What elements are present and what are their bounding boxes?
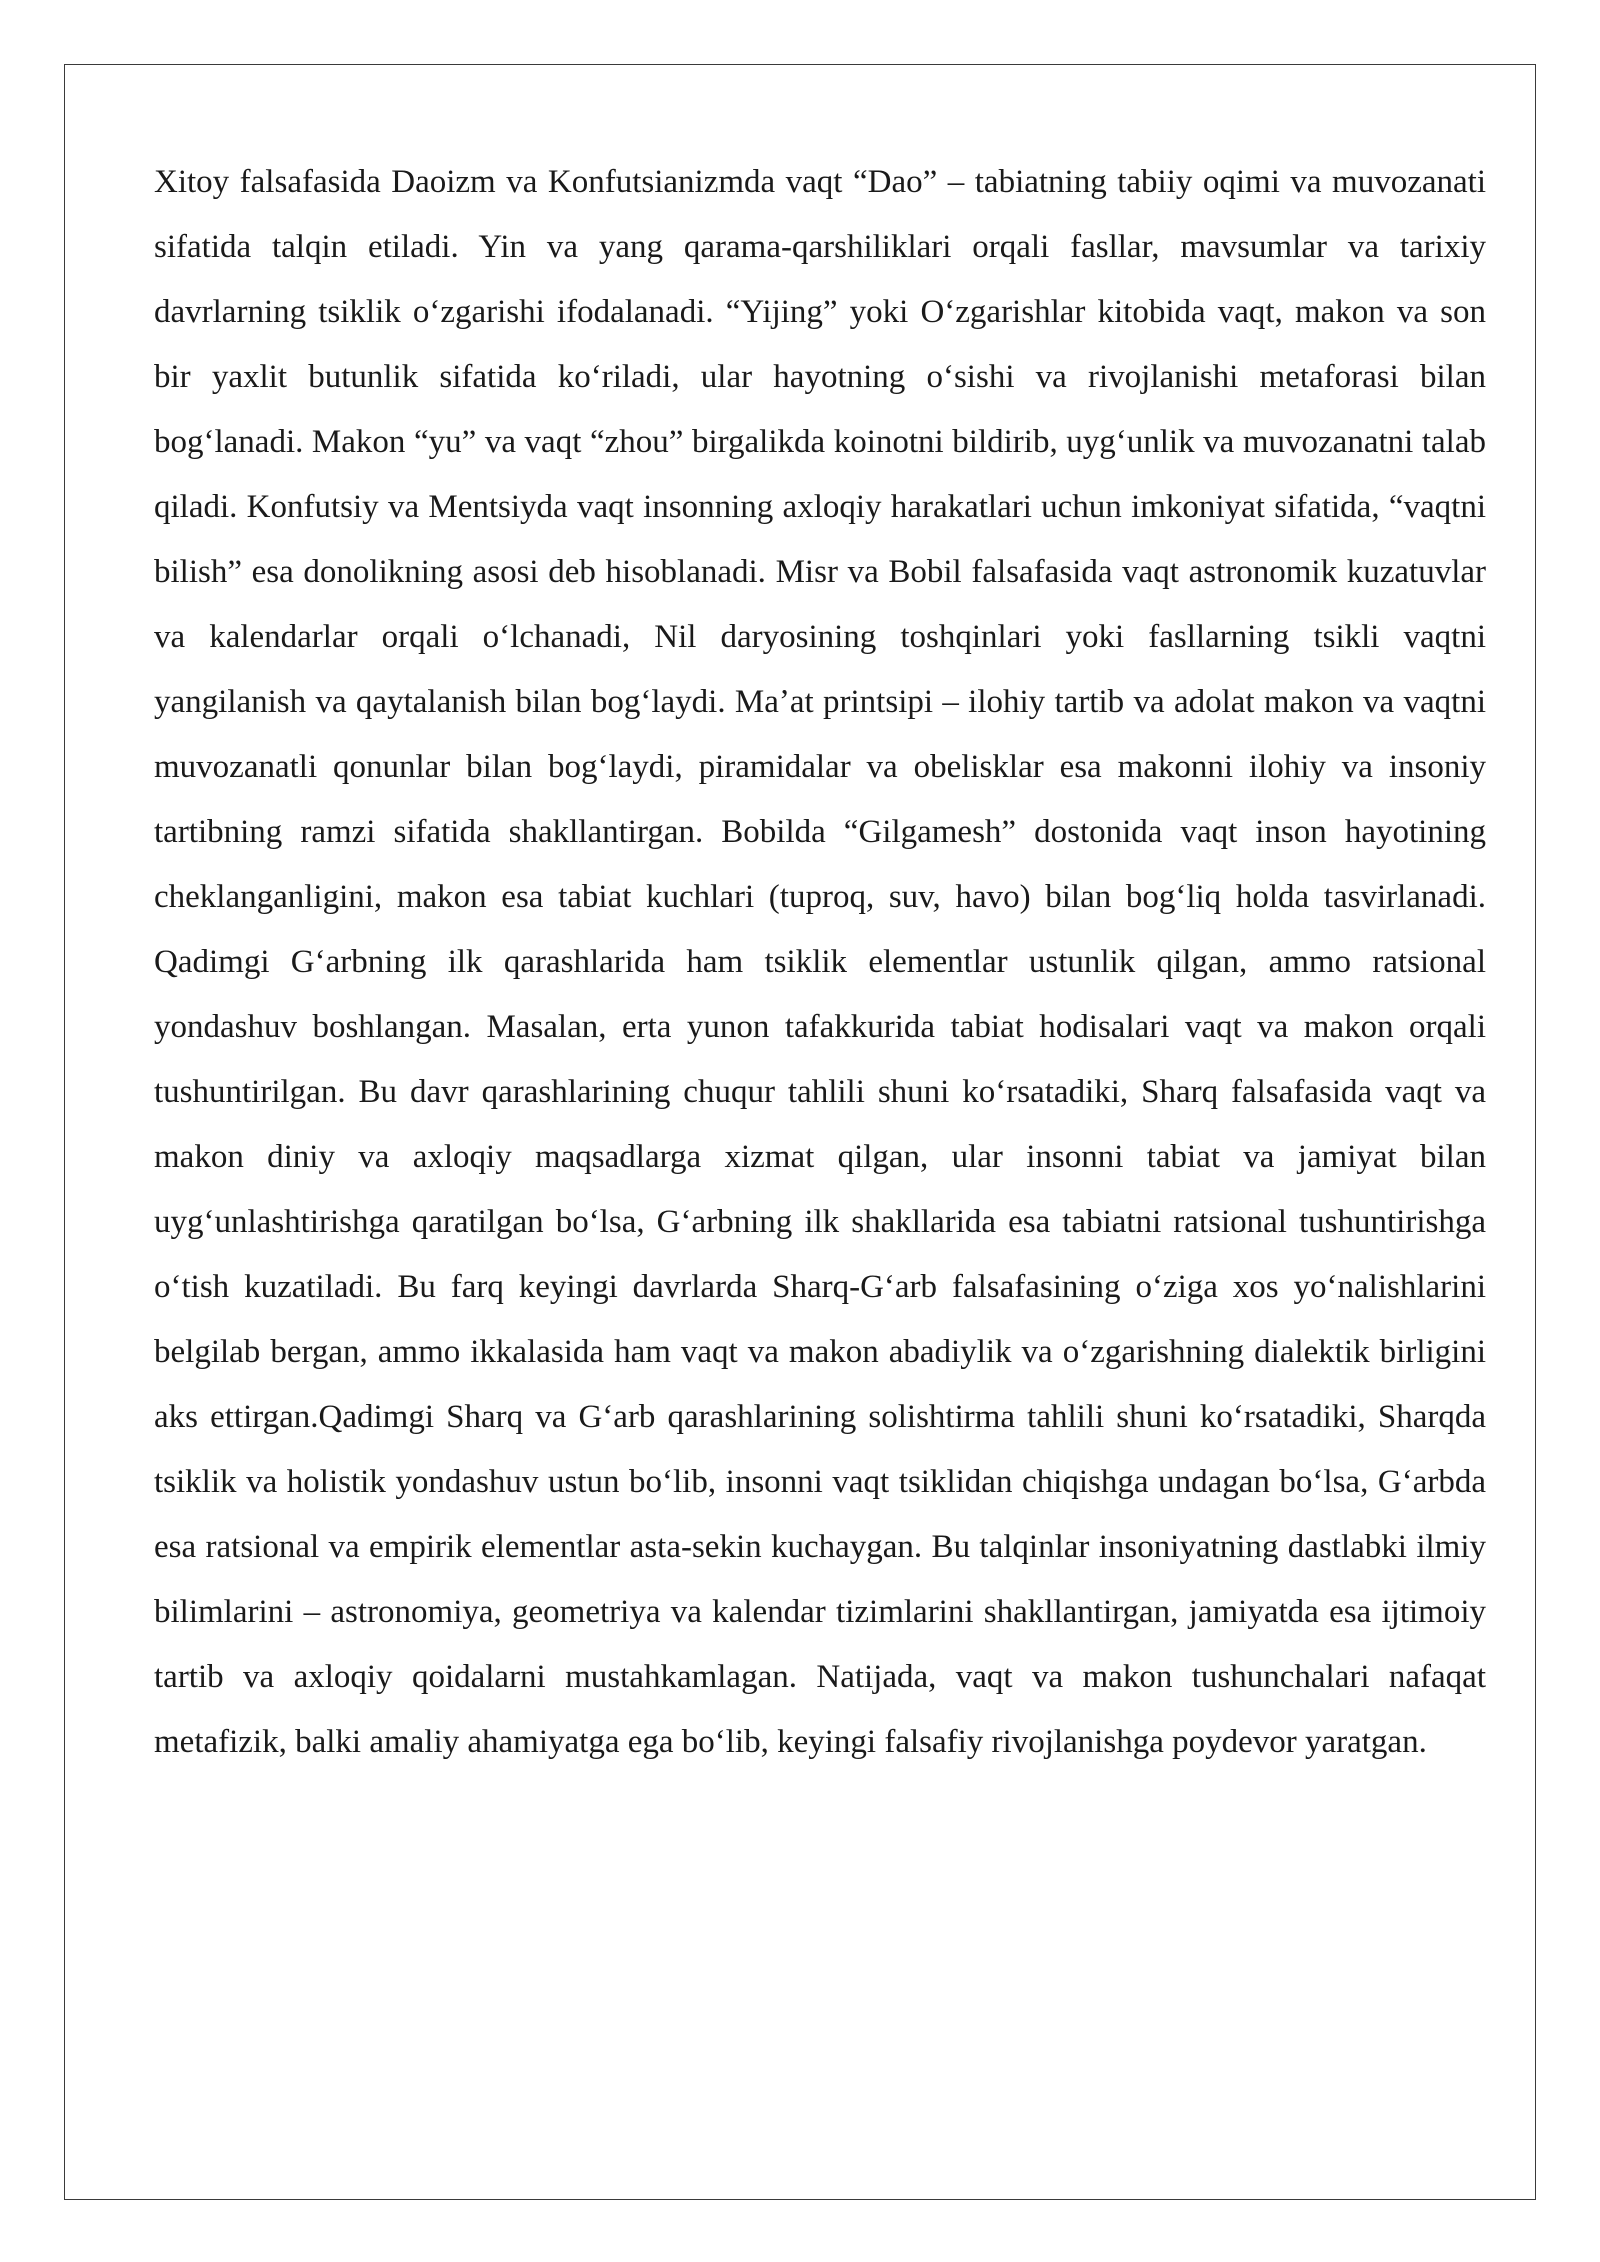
body-paragraph: Xitoy falsafasida Daoizm va Konfutsianizmda vaqt “Dao” – tabiatning tabiiy oqimi va muvozanati sifatida talqin etiladi. Yin va yang qarama-qarshiliklari orqali fasllar, mavsumlar va tarixiy davrlarning tsiklik oʻzgarishi ifodalanadi. “Yijing” yoki Oʻzgarishlar kitobida vaqt, makon va son bir yaxlit butunlik sifatida koʻriladi, ular hayotning oʻsishi va rivojlanishi metaforasi bilan bogʻlanadi. Makon “yu” va vaqt “zhou” birgalikda koinotni bildirib, uygʻunlik va muvozanatni talab qiladi. Konfutsiy va Mentsiyda vaqt insonning axloqiy harakatlari uchun imkoniyat sifatida, “vaqtni bilish” esa donolikning asosi deb hisoblanadi. Misr va Bobil falsafasida vaqt astronomik kuzatuvlar va kalendarlar orqali oʻlchanadi, Nil daryosining toshqinlari yoki fasllarning tsikli vaqtni yangilanish va qaytalanish bilan bogʻlaydi. Maʼat printsipi – ilohiy tartib va adolat makon va vaqtni muvozanatli qonunlar bilan bogʻlaydi, piramidalar va obelisklar esa makonni ilohiy va insoniy tartibning ramzi sifatida shakllantirgan. Bobilda “Gilgamesh” dostonida vaqt inson hayotining cheklanganligini, makon esa tabiat kuchlari (tuproq, suv, havo) bilan bogʻliq holda tasvirlanadi. Qadimgi Gʻarbning ilk qarashlarida ham tsiklik elementlar ustunlik qilgan, ammo ratsional yondashuv boshlangan. Masalan, erta yunon tafakkurida tabiat hodisalari vaqt va makon orqali tushuntirilgan. Bu davr qarashlarining chuqur tahlili shuni koʻrsatadiki, Sharq falsafasida vaqt va makon diniy va axloqiy maqsadlarga xizmat qilgan, ular insonni tabiat va jamiyat bilan uygʻunlashtirishga qaratilgan boʻlsa, Gʻarbning ilk shakllarida esa tabiatni ratsional tushuntirishga oʻtish kuzatiladi. Bu farq keyingi davrlarda Sharq-Gʻarb falsafasining oʻziga xos yoʻnalishlarini belgilab bergan, ammo ikkalasida ham vaqt va makon abadiylik va oʻzgarishning dialektik birligini aks ettirgan.Qadimgi Sharq va Gʻarb qarashlarining solishtirma tahlili shuni koʻrsatadiki, Sharqda tsiklik va holistik yondashuv ustun boʻlib, insonni vaqt tsiklidan chiqishga undagan boʻlsa, Gʻarbda esa ratsional va empirik elementlar asta-sekin kuchaygan. Bu talqinlar insoniyatning dastlabki ilmiy bilimlarini – astronomiya, geometriya va kalendar tizimlarini shakllantirgan, jamiyatda esa ijtimoiy tartib va axloqiy qoidalarni mustahkamlagan. Natijada, vaqt va makon tushunchalari nafaqat metafizik, balki amaliy ahamiyatga ega boʻlib, keyingi falsafiy rivojlanishga poydevor yaratgan.: [154, 164, 1486, 1760]
